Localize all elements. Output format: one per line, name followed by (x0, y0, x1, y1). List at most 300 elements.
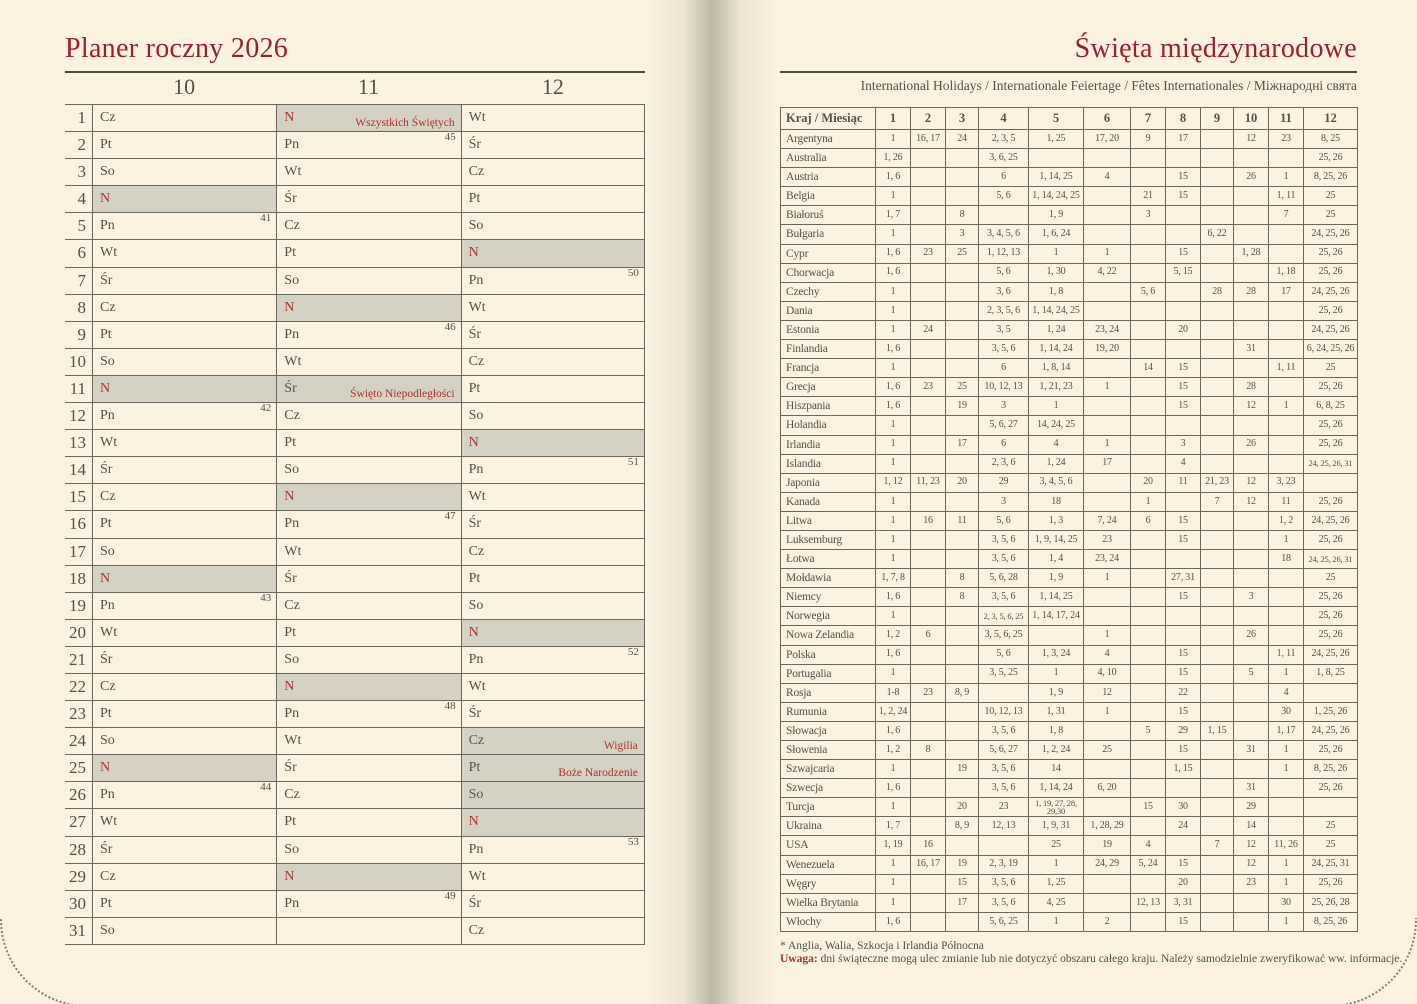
weekday-label: So (284, 462, 300, 478)
day-cell (461, 918, 645, 944)
header-month-7: 7 (1131, 108, 1166, 130)
day-cell (276, 701, 460, 727)
month-cell (1131, 817, 1166, 836)
month-cell (1234, 263, 1269, 282)
footnote-uk-regions: * Anglia, Walia, Szkocja i Irlandia Północna (780, 940, 984, 952)
month-cell (1234, 645, 1269, 664)
month-cell (946, 320, 979, 339)
week-number: 53 (627, 835, 639, 848)
month-cell: 3, 5 (979, 320, 1029, 339)
month-cell (1201, 130, 1234, 149)
weekday-label: So (468, 408, 484, 424)
day-number: 26 (69, 785, 86, 805)
day-number: 25 (69, 758, 86, 778)
month-cell (911, 282, 946, 301)
day-cell (461, 539, 645, 565)
month-cell: 1 (876, 130, 911, 149)
month-cell (1234, 149, 1269, 168)
day-number: 30 (69, 893, 86, 913)
day-cell (92, 566, 276, 592)
month-cell (946, 550, 979, 569)
month-cell (911, 798, 946, 817)
month-cell: 15 (1166, 702, 1201, 721)
month-cell: 1, 8 (1029, 282, 1084, 301)
month-cell: 2, 3, 5, 6 (979, 301, 1029, 320)
calendar-row (65, 268, 645, 295)
month-cell (911, 397, 946, 416)
country-cell: Grecja (781, 378, 876, 397)
calendar-row (65, 105, 645, 132)
day-number: 9 (77, 324, 86, 344)
month-cell (911, 263, 946, 282)
calendar-row (65, 539, 645, 566)
month-cell (946, 645, 979, 664)
month-cell: 1 (1269, 168, 1304, 187)
month-cell: 15 (1166, 588, 1201, 607)
week-number: 41 (260, 212, 272, 225)
month-cell: 25 (1304, 206, 1358, 225)
month-cell (1269, 416, 1304, 435)
weekday-label: Wt (100, 245, 118, 261)
month-cell: 1 (1029, 664, 1084, 683)
calendar-row (65, 701, 645, 728)
month-cell: 1, 2, 24 (876, 702, 911, 721)
month-cell: 4 (1166, 454, 1201, 473)
month-cell: 12 (1234, 473, 1269, 492)
weekday-label: Śr (284, 191, 297, 207)
country-cell: Holandia (781, 416, 876, 435)
month-cell: 1 (876, 225, 911, 244)
month-cell: 10, 12, 13 (979, 702, 1029, 721)
weekday-label: Wt (468, 868, 486, 884)
weekday-label: So (468, 597, 484, 613)
day-number: 23 (69, 704, 86, 724)
month-cell: 1, 2 (876, 741, 911, 760)
day-cell (92, 809, 276, 835)
month-cell: 1, 14, 24, 25 (1029, 301, 1084, 320)
month-cell (1201, 550, 1234, 569)
month-cell: 1 (1029, 244, 1084, 263)
month-cell (1131, 263, 1166, 282)
week-number: 44 (260, 781, 272, 794)
month-cell: 15 (1166, 855, 1201, 874)
month-cell (946, 149, 979, 168)
month-cell: 25 (1304, 359, 1358, 378)
page-title: Planer roczny 2026 (65, 33, 289, 64)
weekday-label: Cz (100, 489, 116, 505)
month-cell (946, 340, 979, 359)
month-cell: 25 (946, 378, 979, 397)
day-number: 5 (77, 216, 86, 236)
month-cell (979, 683, 1029, 702)
month-cell: 26 (1234, 168, 1269, 187)
weekday-label: So (100, 543, 115, 559)
month-cell (911, 225, 946, 244)
month-cell: 1 (1029, 397, 1084, 416)
month-cell: 1 (876, 320, 911, 339)
month-cell: 25, 26 (1304, 244, 1358, 263)
day-cell (276, 457, 460, 483)
day-number: 16 (69, 514, 86, 534)
month-header-row (65, 74, 645, 100)
month-cell (1201, 779, 1234, 798)
month-cell: 17 (1269, 282, 1304, 301)
month-cell (1131, 149, 1166, 168)
day-number: 6 (77, 243, 86, 263)
month-cell: 8 (911, 741, 946, 760)
table-row (781, 263, 1358, 282)
table-row (781, 130, 1358, 149)
month-cell (1201, 607, 1234, 626)
day-cell (276, 593, 460, 619)
month-cell: 1 (876, 550, 911, 569)
month-cell: 1, 15 (1201, 721, 1234, 740)
month-cell (1131, 301, 1166, 320)
month-cell (1201, 741, 1234, 760)
month-cell (1269, 435, 1304, 454)
month-cell (979, 206, 1029, 225)
calendar-row (65, 864, 645, 891)
month-cell (946, 530, 979, 549)
month-cell: 30 (1166, 798, 1201, 817)
day-cell (461, 701, 645, 727)
table-row (781, 244, 1358, 263)
day-number: 7 (77, 270, 86, 290)
month-cell (1201, 511, 1234, 530)
weekday-label: Pn (100, 597, 115, 613)
table-row (781, 149, 1358, 168)
country-cell: Austria (781, 168, 876, 187)
month-cell: 15 (1166, 664, 1201, 683)
calendar-row (65, 674, 645, 701)
day-number: 3 (77, 162, 86, 182)
month-cell: 26 (1234, 626, 1269, 645)
month-cell (1201, 760, 1234, 779)
month-cell: 1, 9 (1029, 683, 1084, 702)
month-cell (1201, 588, 1234, 607)
table-row (781, 454, 1358, 473)
month-cell (1269, 225, 1304, 244)
month-cell (1131, 168, 1166, 187)
month-cell (1269, 244, 1304, 263)
weekday-label: Pn (100, 408, 115, 424)
country-cell: Belgia (781, 187, 876, 206)
month-cell (1166, 550, 1201, 569)
month-cell: 1 (876, 454, 911, 473)
month-cell: 14 (1234, 817, 1269, 836)
header-month-9: 9 (1201, 108, 1234, 130)
table-row (781, 435, 1358, 454)
calendar-row (65, 240, 645, 267)
month-cell: 23 (911, 683, 946, 702)
day-cell (92, 349, 276, 375)
month-cell: 16, 17 (911, 130, 946, 149)
day-cell (92, 782, 276, 808)
weekday-label: Śr (284, 570, 297, 586)
weekday-label: Wt (284, 733, 302, 749)
month-cell: 12 (1234, 836, 1269, 855)
month-cell (911, 588, 946, 607)
month-cell (1201, 359, 1234, 378)
month-cell: 1, 24 (1029, 454, 1084, 473)
month-cell: 29 (1234, 798, 1269, 817)
month-cell: 3 (1131, 206, 1166, 225)
month-cell: 24, 25, 26, 31 (1304, 454, 1358, 473)
day-cell (276, 566, 460, 592)
month-cell: 24, 25, 26, 31 (1304, 550, 1358, 569)
month-cell (1131, 779, 1166, 798)
month-cell: 23 (1234, 874, 1269, 893)
month-cell: 24 (946, 130, 979, 149)
month-cell (1166, 225, 1201, 244)
month-cell: 9 (1131, 130, 1166, 149)
month-cell: 5, 6 (1131, 282, 1166, 301)
month-cell (1201, 168, 1234, 187)
table-row (781, 492, 1358, 511)
month-cell (946, 301, 979, 320)
month-cell: 1 (1269, 760, 1304, 779)
country-cell: Łotwa (781, 550, 876, 569)
month-cell (1084, 225, 1131, 244)
week-number: 50 (627, 266, 639, 279)
week-number: 48 (444, 700, 456, 713)
day-cell (461, 268, 645, 294)
month-cell: 3 (979, 397, 1029, 416)
month-cell: 20 (946, 473, 979, 492)
month-cell: 19 (946, 760, 979, 779)
month-cell: 2 (1084, 912, 1131, 931)
month-cell (1201, 378, 1234, 397)
holiday-name: Wigilia (603, 740, 638, 753)
month-cell: 29 (1166, 721, 1201, 740)
month-cell: 1, 7, 8 (876, 569, 911, 588)
month-cell: 12 (1234, 130, 1269, 149)
month-cell: 3, 31 (1166, 893, 1201, 912)
day-cell (461, 349, 645, 375)
month-cell: 1 (876, 416, 911, 435)
month-cell: 6 (979, 359, 1029, 378)
month-cell: 15 (1166, 359, 1201, 378)
country-cell: Ukraina (781, 817, 876, 836)
day-number: 29 (69, 866, 86, 886)
table-row (781, 282, 1358, 301)
month-cell: 15 (1166, 912, 1201, 931)
country-cell: Szwecja (781, 779, 876, 798)
weekday-label: So (100, 353, 115, 369)
month-cell: 20 (1166, 874, 1201, 893)
month-cell (911, 530, 946, 549)
month-cell: 1, 6 (876, 244, 911, 263)
month-cell: 5, 6 (979, 187, 1029, 206)
month-cell: 3, 5, 6 (979, 340, 1029, 359)
weekday-label: Pt (100, 137, 112, 153)
weekday-label: Śr (468, 706, 482, 722)
month-cell (1131, 397, 1166, 416)
day-cell (461, 809, 645, 835)
month-cell: 3 (979, 492, 1029, 511)
country-cell: Włochy (781, 912, 876, 931)
day-cell (461, 864, 645, 890)
month-cell: 3, 5, 6 (979, 874, 1029, 893)
month-cell (1084, 760, 1131, 779)
country-cell: Portugalia (781, 664, 876, 683)
month-cell: 25 (1304, 836, 1358, 855)
month-cell: 25, 26 (1304, 149, 1358, 168)
month-cell: 3, 5, 6 (979, 530, 1029, 549)
month-cell (1269, 569, 1304, 588)
month-cell (1084, 301, 1131, 320)
month-cell: 4 (1131, 836, 1166, 855)
month-cell: 1 (1084, 435, 1131, 454)
table-row (781, 817, 1358, 836)
day-cell (276, 159, 460, 185)
table-row (781, 511, 1358, 530)
month-cell (1201, 187, 1234, 206)
weekday-label: So (468, 218, 484, 234)
month-cell: 1-8 (876, 683, 911, 702)
table-row (781, 626, 1358, 645)
month-cell (911, 607, 946, 626)
month-cell (1084, 473, 1131, 492)
month-cell: 5, 6 (979, 645, 1029, 664)
table-row (781, 912, 1358, 931)
day-number-column-spacer (65, 74, 92, 100)
month-cell: 5, 24 (1131, 855, 1166, 874)
month-cell (946, 416, 979, 435)
header-country-month: Kraj / Miesiąc (781, 108, 876, 130)
header-month-6: 6 (1084, 108, 1131, 130)
month-cell: 24, 25, 26 (1304, 721, 1358, 740)
table-row (781, 664, 1358, 683)
month-cell (911, 702, 946, 721)
month-cell (1201, 817, 1234, 836)
day-cell (276, 213, 460, 239)
month-cell: 26 (1234, 435, 1269, 454)
month-cell (1166, 836, 1201, 855)
month-cell (1131, 874, 1166, 893)
calendar-row (65, 728, 645, 755)
month-cell: 24 (911, 320, 946, 339)
weekday-label: So (284, 841, 300, 857)
month-cell (1269, 588, 1304, 607)
month-cell: 1, 28, 29 (1084, 817, 1131, 836)
month-cell: 1 (876, 301, 911, 320)
month-cell: 24, 25, 26 (1304, 282, 1358, 301)
month-cell: 6 (1131, 511, 1166, 530)
day-cell (461, 186, 645, 212)
country-cell: Rumunia (781, 702, 876, 721)
calendar-row (65, 782, 645, 809)
month-cell: 31 (1234, 741, 1269, 760)
month-cell: 22 (1166, 683, 1201, 702)
month-cell (1234, 683, 1269, 702)
month-cell: 12, 13 (1131, 893, 1166, 912)
country-cell: Bułgaria (781, 225, 876, 244)
month-cell: 15 (1166, 741, 1201, 760)
weekday-label: Cz (468, 164, 485, 180)
month-cell: 11, 26 (1269, 836, 1304, 855)
calendar-row (65, 566, 645, 593)
month-cell: 3, 5, 6 (979, 760, 1029, 779)
month-cell: 1, 14, 24 (1029, 340, 1084, 359)
month-cell: 6, 8, 25 (1304, 397, 1358, 416)
month-cell (911, 340, 946, 359)
month-cell (1234, 893, 1269, 912)
month-cell: 25 (1084, 741, 1131, 760)
weekday-label: Pt (100, 326, 112, 342)
country-cell: Argentyna (781, 130, 876, 149)
month-cell (1166, 607, 1201, 626)
month-cell: 16, 17 (911, 855, 946, 874)
month-cell: 16 (911, 511, 946, 530)
calendar-row (65, 376, 645, 403)
month-cell: 3, 5, 6 (979, 550, 1029, 569)
month-cell (1084, 206, 1131, 225)
month-cell: 15 (1166, 511, 1201, 530)
day-cell (92, 484, 276, 510)
planner-grid (65, 104, 645, 945)
month-cell: 1 (876, 511, 911, 530)
month-cell: 1, 4 (1029, 550, 1084, 569)
month-cell (946, 454, 979, 473)
weekday-label: Wt (468, 299, 486, 315)
month-cell (1131, 340, 1166, 359)
month-cell: 1, 12, 13 (979, 244, 1029, 263)
day-cell (276, 891, 460, 917)
day-cell (92, 918, 276, 944)
calendar-row (65, 295, 645, 322)
month-cell: 1 (1269, 855, 1304, 874)
month-cell (1201, 798, 1234, 817)
month-cell: 25 (1304, 569, 1358, 588)
day-number: 17 (69, 541, 86, 561)
day-cell (92, 213, 276, 239)
country-cell: Dania (781, 301, 876, 320)
month-cell: 1, 9, 31 (1029, 817, 1084, 836)
weekday-label: Śr (100, 841, 113, 857)
table-row (781, 855, 1358, 874)
month-cell (1131, 378, 1166, 397)
month-cell: 4, 22 (1084, 263, 1131, 282)
holiday-name: Wszystkich Świętych (355, 117, 455, 130)
subtitle: International Holidays / Internationale Feiertage / Fêtes Internationales / Міжнародні свята (860, 78, 1357, 93)
month-cell: 18 (1029, 492, 1084, 511)
calendar-row (65, 620, 645, 647)
month-cell: 24, 25, 26 (1304, 511, 1358, 530)
month-cell: 1, 7 (876, 817, 911, 836)
month-cell: 1, 24 (1029, 320, 1084, 339)
month-cell (911, 550, 946, 569)
month-cell: 1 (876, 530, 911, 549)
month-cell: 15 (946, 874, 979, 893)
month-cell: 1, 6, 24 (1029, 225, 1084, 244)
month-cell: 7 (1201, 836, 1234, 855)
day-cell (276, 511, 460, 537)
country-cell: Słowenia (781, 741, 876, 760)
month-cell: 27, 31 (1166, 569, 1201, 588)
country-cell: Kanada (781, 492, 876, 511)
month-cell (1269, 817, 1304, 836)
month-cell (946, 779, 979, 798)
month-cell: 1, 30 (1029, 263, 1084, 282)
month-cell (911, 817, 946, 836)
country-cell: Estonia (781, 320, 876, 339)
month-cell: 25, 26 (1304, 530, 1358, 549)
month-cell: 1 (1084, 569, 1131, 588)
month-cell: 25, 26 (1304, 874, 1358, 893)
day-number: 12 (69, 406, 86, 426)
day-cell (276, 837, 460, 863)
